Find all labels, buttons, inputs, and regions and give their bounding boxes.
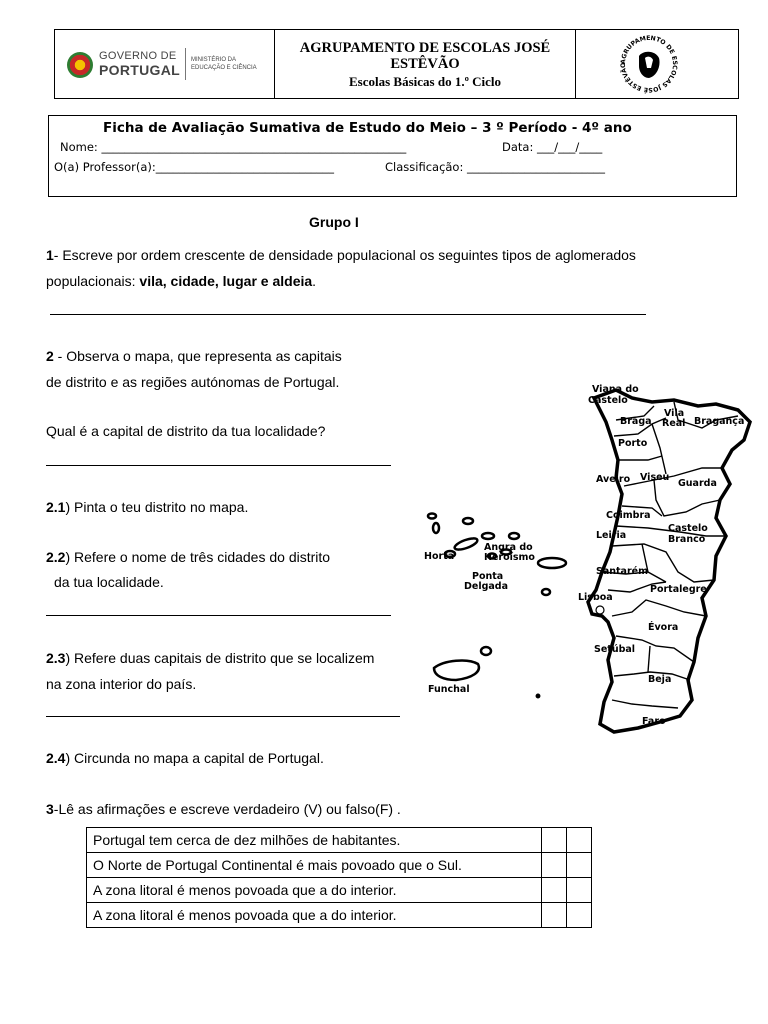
q2-question: Qual é a capital de distrito da tua localidade? [46, 423, 326, 439]
svg-text:AGRUPAMENTO DE ESCOLAS JOSÉ ES: AGRUPAMENTO DE ESCOLAS JOSÉ ESTÊVÃO [619, 34, 679, 94]
answer-cell[interactable] [542, 878, 567, 903]
school-cell [275, 30, 576, 98]
table-row [87, 853, 592, 878]
map-label-viana1: Viana do [592, 384, 639, 395]
q22-text1: ) Refere o nome de três cidades do distrito [65, 549, 331, 565]
map-label-beja: Beja [648, 674, 672, 685]
map-label-vila: Vila [664, 408, 685, 419]
group-title: Grupo I [309, 214, 359, 230]
map-label-faro: Faro [642, 716, 666, 727]
map-label-braga: Braga [620, 416, 652, 427]
q2-number: 2 [46, 348, 54, 364]
date-field[interactable]: Data: ___/___/____ [502, 140, 603, 154]
form-title: Ficha de Avaliação Sumativa de Estudo do Meio – 3 º Período - 4º ano [103, 120, 632, 136]
map-label-delgada: Delgada [464, 581, 509, 592]
q24-line [46, 750, 324, 767]
portugal-districts-map[interactable] [416, 376, 756, 746]
map-label-viana2: Castelo [588, 395, 628, 406]
map-label-braganca: Bragança [694, 416, 745, 427]
q21-text: ) Pinta o teu distrito no mapa. [65, 499, 249, 515]
map-label-branco: Branco [668, 534, 706, 545]
map-label-santarem: Santarém [596, 566, 648, 577]
q3-line [46, 801, 401, 818]
q23-line1 [46, 650, 374, 667]
q1-answer-line[interactable] [50, 314, 646, 315]
logo-divider [185, 48, 186, 80]
q24-text: ) Circunda no mapa a capital de Portugal. [65, 750, 324, 766]
map-label-portalegre: Portalegre [650, 584, 707, 595]
q22-answer-line[interactable] [46, 615, 391, 616]
portugal-emblem-icon [67, 52, 93, 78]
grade-field[interactable]: Classificação: ________________________ [385, 160, 605, 174]
statement-cell: Portugal tem cerca de dez milhões de habitantes. [87, 828, 542, 853]
answer-cell[interactable] [567, 853, 592, 878]
school-subtitle: Escolas Básicas do 1.º Ciclo [349, 74, 501, 89]
table-row [87, 878, 592, 903]
q23-line2: na zona interior do país. [46, 676, 197, 692]
q2-line1 [46, 348, 342, 365]
gov-line1: GOVERNO DE [99, 50, 177, 62]
map-label-viseu: Viseu [640, 472, 670, 483]
q22-line2: da tua localidade. [54, 574, 164, 590]
school-seal-icon [617, 32, 681, 96]
map-label-porto: Porto [618, 438, 648, 449]
q1-number: 1 [46, 247, 54, 263]
map-label-leiria: Leiria [596, 530, 627, 541]
statement-cell: A zona litoral é menos povoada que a do interior. [87, 878, 542, 903]
map-label-lisboa: Lisboa [578, 592, 613, 603]
map-label-aveiro: Aveiro [596, 474, 631, 485]
q24-number: 2.4 [46, 750, 66, 766]
map-label-castelo: Castelo [668, 523, 708, 534]
name-field[interactable]: Nome: _____________________________________________________ [60, 140, 407, 154]
q2-line2: de distrito e as regiões autónomas de Portugal. [46, 374, 340, 390]
answer-cell[interactable] [542, 903, 567, 928]
q21-number: 2.1 [46, 499, 66, 515]
header-table [54, 29, 739, 99]
q23-text1: ) Refere duas capitais de distrito que se localizem [65, 650, 375, 666]
map-label-horta: Horta [424, 551, 455, 562]
seal-cell [576, 30, 738, 98]
q2-text1: - Observa o mapa, que representa as capitais [53, 348, 342, 364]
q1-keywords: vila, cidade, lugar e aldeia [139, 273, 313, 289]
answer-cell[interactable] [567, 878, 592, 903]
q22-line1 [46, 549, 330, 566]
map-label-funchal: Funchal [428, 684, 470, 695]
q3-text: -Lê as afirmações e escreve verdadeiro (V) ou falso(F) . [53, 801, 401, 817]
ministry-name: MINISTÉRIO DA EDUCAÇÃO E CIÊNCIA [191, 57, 257, 71]
gov-line2: PORTUGAL [99, 62, 180, 78]
gov-logo-cell [55, 30, 275, 98]
true-false-table [86, 827, 592, 928]
map-label-angra2: Heroísmo [484, 552, 535, 563]
map-label-angra1: Angra do [484, 542, 533, 553]
q22-number: 2.2 [46, 549, 66, 565]
map-label-coimbra: Coimbra [606, 510, 651, 521]
q23-answer-line[interactable] [46, 716, 400, 717]
statement-cell: O Norte de Portugal Continental é mais povoado que o Sul. [87, 853, 542, 878]
answer-cell[interactable] [567, 828, 592, 853]
map-label-evora: Évora [648, 622, 679, 633]
answer-cell[interactable] [542, 828, 567, 853]
q23-number: 2.3 [46, 650, 66, 666]
map-label-real: Real [662, 418, 686, 429]
q3-number: 3 [46, 801, 54, 817]
statement-cell: A zona litoral é menos povoada que a do interior. [87, 903, 542, 928]
q1-text1: - Escreve por ordem crescente de densidade populacional os seguintes tipos de aglomerados [53, 247, 636, 263]
q1-line2 [46, 273, 316, 290]
q1-text2a: populacionais: [46, 273, 140, 289]
map-label-setubal: Setúbal [594, 644, 636, 655]
table-row [87, 828, 592, 853]
teacher-field[interactable]: O(a) Professor(a):_______________________________ [54, 160, 334, 174]
school-name: AGRUPAMENTO DE ESCOLAS JOSÉ ESTÊVÃO [299, 40, 551, 72]
map-label-guarda: Guarda [678, 478, 717, 489]
government-logo [65, 48, 265, 82]
q1-line1 [46, 247, 636, 264]
student-info-box [48, 115, 737, 197]
q2-answer-line[interactable] [46, 465, 391, 466]
q21-line [46, 499, 248, 516]
map-label-ponta: Ponta [472, 571, 504, 582]
q1-text2c: . [312, 273, 317, 289]
answer-cell[interactable] [542, 853, 567, 878]
table-row [87, 903, 592, 928]
answer-cell[interactable] [567, 903, 592, 928]
